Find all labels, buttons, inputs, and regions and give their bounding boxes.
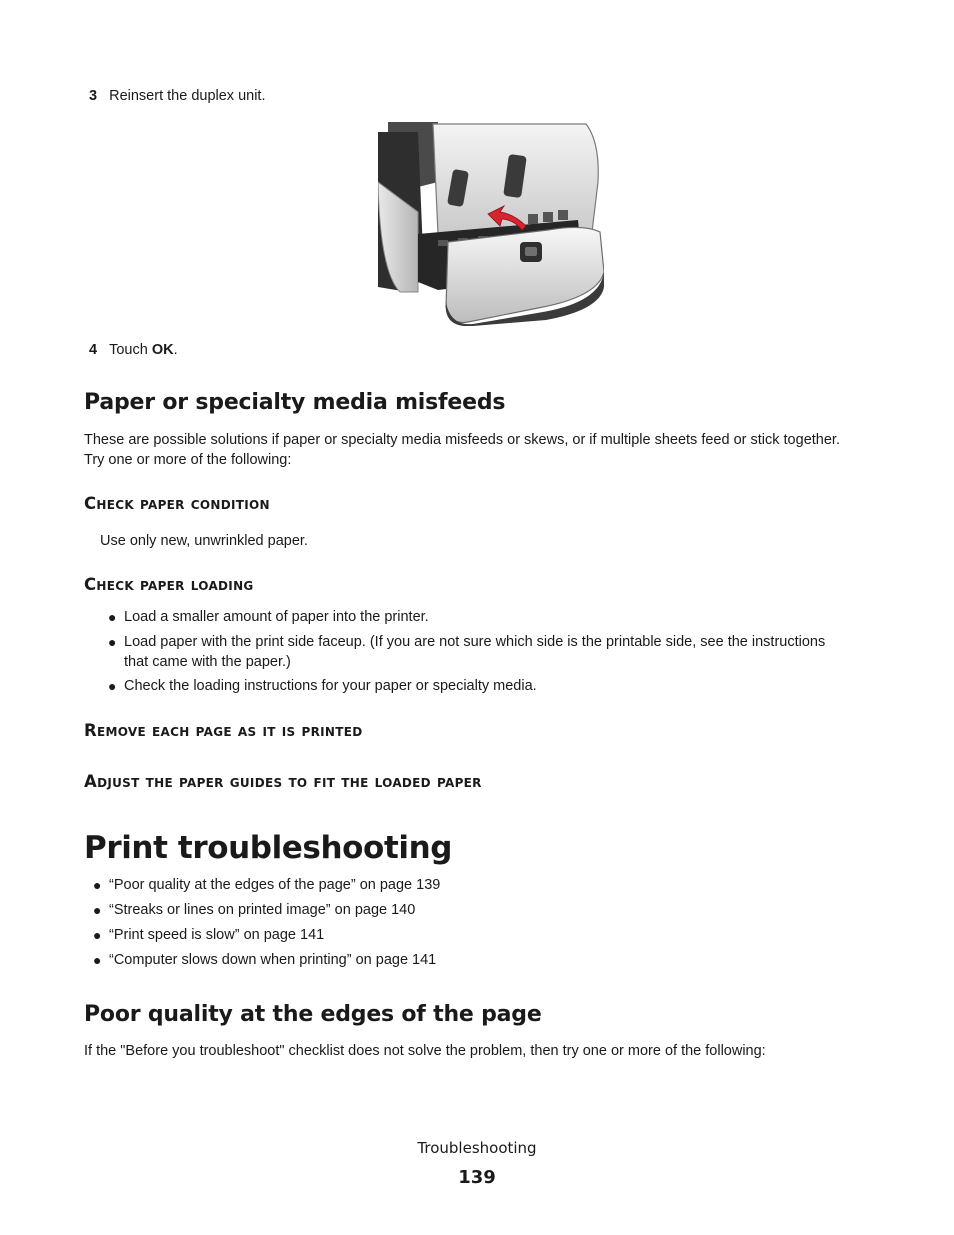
- cross-reference-link[interactable]: “Print speed is slow” on page 141: [109, 927, 325, 943]
- heading-adjust-paper-guides: Adjust the paper guides to fit the loaded paper: [84, 772, 482, 791]
- step-text: Reinsert the duplex unit.: [109, 88, 266, 104]
- step-3: [89, 86, 265, 106]
- misfeeds-intro-line-2: Try one or more of the following:: [84, 452, 292, 468]
- list-item: ● Load a smaller amount of paper into the printer.: [108, 609, 429, 625]
- bullet-icon: ●: [93, 877, 102, 893]
- bullet-icon: ●: [108, 609, 117, 625]
- cross-reference-link[interactable]: “Streaks or lines on printed image” on page 140: [109, 902, 416, 918]
- check-paper-condition-text: Use only new, unwrinkled paper.: [100, 533, 308, 549]
- list-item[interactable]: [93, 875, 709, 895]
- list-item[interactable]: [93, 950, 709, 970]
- step-number: 4: [89, 342, 98, 358]
- bullet-icon: ●: [108, 634, 117, 650]
- section-title-poor-quality: Poor quality at the edges of the page: [84, 1002, 542, 1027]
- page-number: 139: [458, 1167, 496, 1188]
- list-item[interactable]: [93, 925, 709, 945]
- printer-illustration-icon: [378, 122, 604, 326]
- list-item: ● Load paper with the print side faceup. (If you are not sure which side is the printable side, see the instructions that came with the paper.): [108, 634, 826, 670]
- cross-reference-link[interactable]: “Poor quality at the edges of the page” on page 139: [109, 877, 441, 893]
- section-title-misfeeds: Paper or specialty media misfeeds: [84, 390, 506, 415]
- footer-section-label: Troubleshooting: [417, 1139, 537, 1157]
- bullet-icon: ●: [93, 902, 102, 918]
- duplex-unit-illustration: [378, 122, 604, 326]
- step-text-prefix: Touch: [109, 342, 152, 358]
- ok-key-label: OK: [151, 342, 174, 358]
- step-text-suffix: .: [173, 342, 178, 358]
- check-paper-loading-list: [108, 607, 884, 696]
- step-number: 3: [89, 88, 98, 104]
- print-troubleshooting-links: [93, 875, 709, 970]
- poor-quality-text: If the "Before you troubleshoot" checklist does not solve the problem, then try one or more of the following:: [84, 1043, 766, 1059]
- heading-check-paper-condition: Check paper condition: [84, 494, 270, 513]
- misfeeds-intro-line-1: These are possible solutions if paper or specialty media misfeeds or skews, or if multiple sheets feed or stick together.: [84, 432, 840, 448]
- cross-reference-link[interactable]: “Computer slows down when printing” on page 141: [109, 952, 437, 968]
- step-text: [109, 342, 178, 358]
- bullet-icon: ●: [93, 952, 102, 968]
- list-item: ● Check the loading instructions for your paper or specialty media.: [108, 678, 537, 694]
- list-item[interactable]: [93, 900, 709, 920]
- heading-check-paper-loading: Check paper loading: [84, 575, 254, 594]
- section-title-print-troubleshooting: Print troubleshooting: [84, 830, 453, 866]
- step-4: [89, 340, 178, 360]
- bullet-icon: ●: [108, 678, 117, 694]
- bullet-icon: ●: [93, 927, 102, 943]
- heading-remove-each-page: Remove each page as it is printed: [84, 721, 363, 740]
